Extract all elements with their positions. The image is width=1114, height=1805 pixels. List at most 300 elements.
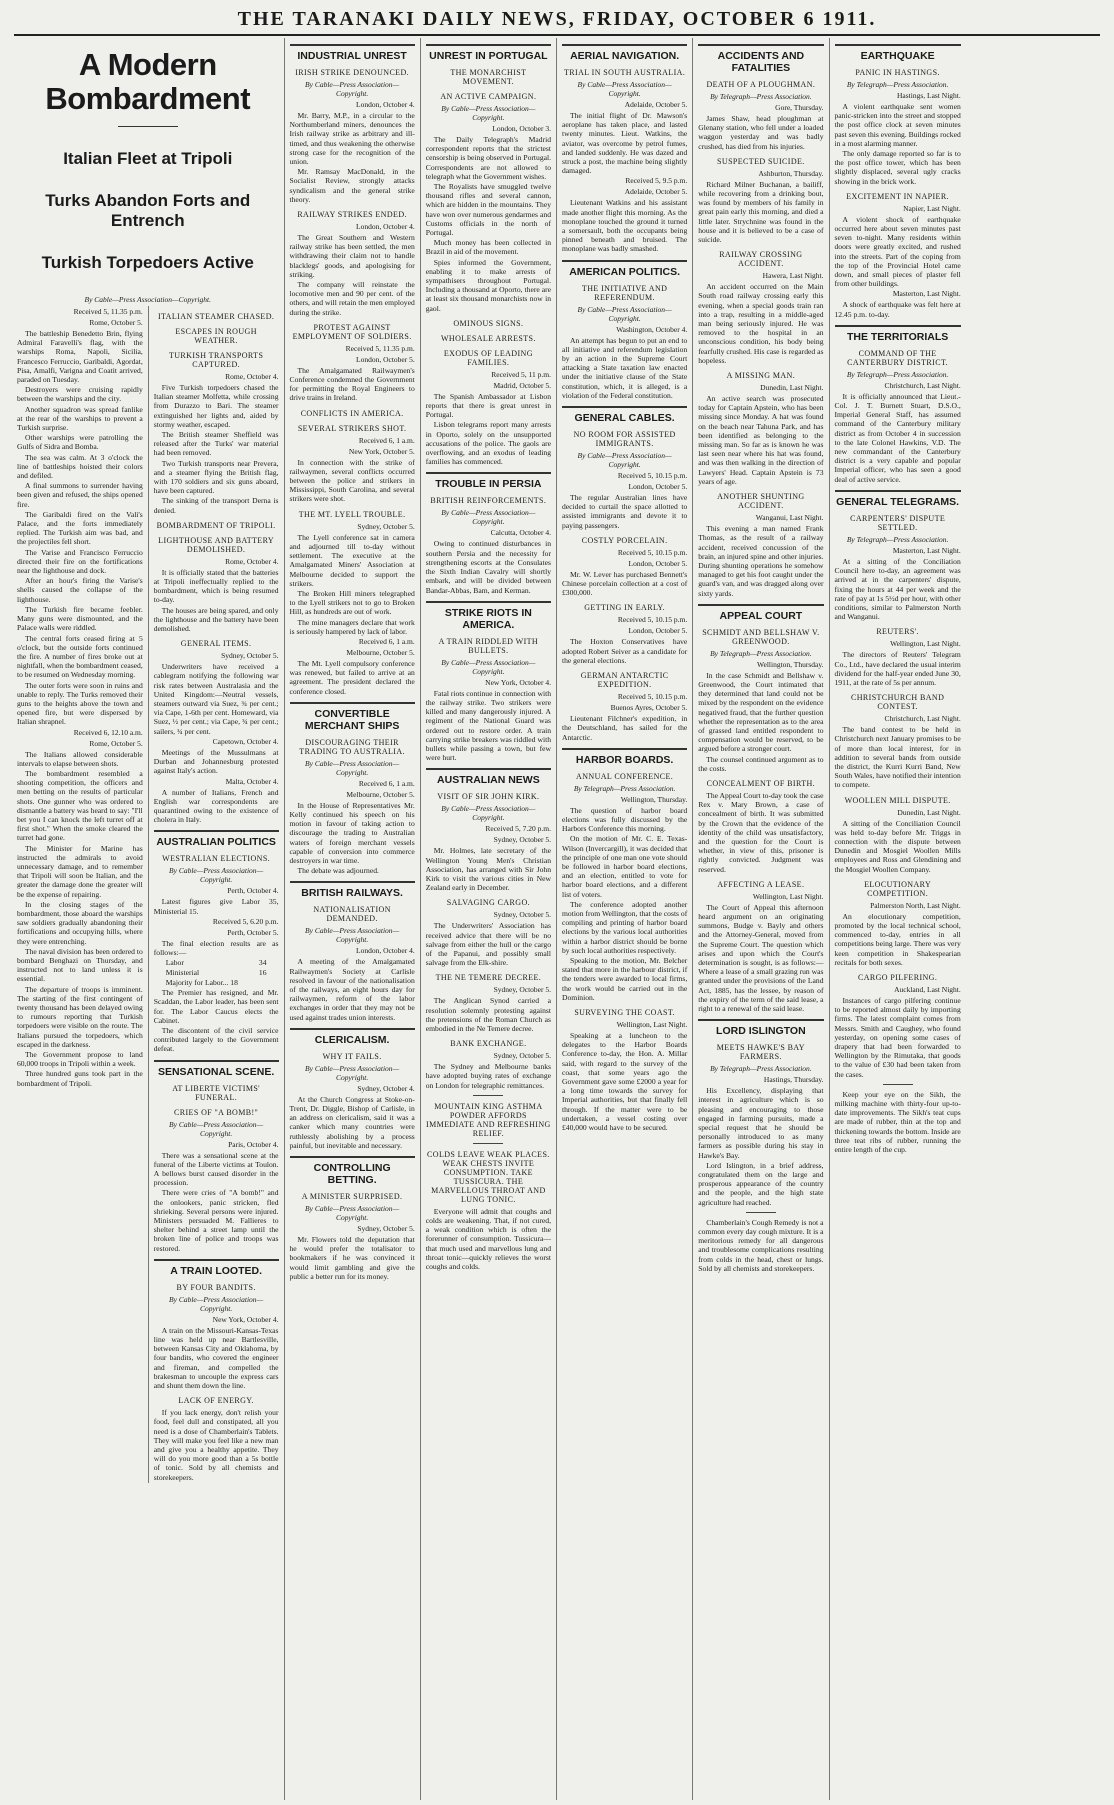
paragraph: The bombardment resembled a shooting competition, the officers and men betting on the results of particular shots. One gunner who was ordered to dismantle a battery was heard to say: "I'll bet you I can knock the left turret off at first shot." When the smoke cleared the turret had gone. xyxy=(17,768,143,843)
section-subhead: WHY IT FAILS. xyxy=(322,1051,382,1061)
section-subhead: COSTLY PORCELAIN. xyxy=(581,535,668,545)
received-line: Received 5, 7.20 p.m. xyxy=(485,824,551,834)
section-headline: SENSATIONAL SCENE. xyxy=(154,1060,279,1078)
paragraph: Speaking at a luncheon to the delegates to the Harbor Boards Conference to-day, the Hon. A. Millar said, with regard to the survey of the coast, that some years ago the Government gave some £2000 a year for a long time towards the survey for Imperial authorities, but that finally fell through. If the matter were to be undertaken, a vessel costing over £40,000 would have to be secured. xyxy=(562,1030,688,1132)
paragraph: The sea was calm. At 3 o'clock the line of battleships hoisted their colors and defiled. xyxy=(17,452,143,481)
place-line: Perth, October 4. xyxy=(227,886,279,896)
section-subhead: GENERAL ITEMS. xyxy=(180,639,252,649)
section-subhead: AFFECTING A LEASE. xyxy=(717,879,805,889)
section-subhead: THE MT. LYELL TROUBLE. xyxy=(298,509,406,519)
section-subhead: SALVAGING CARGO. xyxy=(446,898,531,908)
section-subhead: THE INITIATIVE AND REFERENDUM. xyxy=(581,283,668,302)
paragraph: The Royalists have smuggled twelve thousand rifles and several cannon, which are hidden in the mountains. They have won over numerous gendarmes and Customs officials in the north of Portugal. xyxy=(425,182,551,238)
paragraph: The Sydney and Melbourne banks have adopted buying rates of exchange on London for telegraphic remittances. xyxy=(425,1062,551,1090)
dateline: By Cable—Press Association—Copyright. xyxy=(577,451,672,470)
seat-count: 16 xyxy=(258,968,267,978)
dateline: By Cable—Press Association—Copyright. xyxy=(169,1119,264,1138)
section-subhead: RAILWAY STRIKES ENDED. xyxy=(297,210,407,220)
section-subhead: ESCAPES IN ROUGH WEATHER. xyxy=(175,327,257,345)
paragraph: An accident occurred on the Main South road railway crossing early this evening, when a special goods train ran into a trap, resulting in a middle-aged man being seriously injured. He was removed to the hospital in an unconscious condition, his body being fearfully crushed. His case is regarded as hopeless. xyxy=(698,282,824,365)
paragraph: The houses are being spared, and only the lighthouse and the battery have been demolished. xyxy=(153,605,279,634)
place-line: Washington, October 4. xyxy=(616,324,688,334)
place-line: Sydney, October 5. xyxy=(493,910,551,920)
section-subhead: A MISSING MAN. xyxy=(726,371,796,381)
section-headline: GENERAL TELEGRAMS. xyxy=(835,490,961,508)
place-line: Calcutta, October 4. xyxy=(490,528,551,538)
paragraph: The debate was adjourned. xyxy=(297,866,379,876)
dateline: By Cable—Press Association—Copyright. xyxy=(441,508,536,527)
received-line: Received 6, 1 a.m. xyxy=(358,778,415,788)
dateline: By Cable—Press Association—Copyright. xyxy=(577,304,672,323)
place-line: Hastings, Last Night. xyxy=(897,91,961,100)
section-subhead: CHRISTCHURCH BAND CONTEST. xyxy=(850,693,945,712)
place-line: Auckland, Last Night. xyxy=(894,984,961,994)
paragraph: At the Church Congress at Stoke-on-Trent, Dr. Diggle, Bishop of Carlisle, in an address on clericalism, said it was a canker which many countries were ruthlessly abolishing by a process painful, but inevitable and necessary. xyxy=(289,1094,415,1150)
section-subhead: THE MONARCHIST MOVEMENT. xyxy=(450,68,527,86)
paragraph: A final summons to surrender having been given and refused, the ships opened fire. xyxy=(17,481,143,509)
dateline: By Telegraph—Press Association. xyxy=(710,648,812,658)
section-subhead: IRISH STRIKE DENOUNCED. xyxy=(295,68,410,77)
section-subhead: BOMBARDMENT OF TRIPOLI. xyxy=(156,520,276,530)
result-row xyxy=(154,968,279,978)
paragraph: The initial flight of Dr. Mawson's aeroplane has taken place, and lasted twenty minutes. Lieut. Watkins, the aviator, was overcome by petrol fumes, and landed suddenly. He was dazed and struck a post, the machine being slightly damaged. xyxy=(562,111,688,176)
section-subhead: CONCEALMENT OF BIRTH. xyxy=(706,778,816,788)
dateline: By Telegraph—Press Association. xyxy=(846,534,949,544)
section-headline: ACCIDENTS AND FATALITIES xyxy=(698,44,823,74)
received-line: Received 5, 11.35 p.m. xyxy=(345,343,415,353)
dateline: By Cable—Press Association—Copyright. xyxy=(577,80,672,98)
section-subhead: SUSPECTED SUICIDE. xyxy=(717,156,805,166)
paragraph: The Broken Hill miners telegraphed to the Lyell strikers not to go to Broken Hill, as hundreds are out of work. xyxy=(289,588,415,617)
section-headline: LORD ISLINGTON xyxy=(698,1019,823,1037)
section-headline: THE TERRITORIALS xyxy=(835,325,961,343)
place-line: Wellington, Last Night. xyxy=(752,891,824,901)
section-headline: HARBOR BOARDS. xyxy=(562,748,687,766)
place-line: Sydney, October 5. xyxy=(357,521,415,531)
section-subhead: ELOCUTIONARY COMPETITION. xyxy=(864,879,932,898)
paragraph: A number of Italians, French and English war correspondents are quarantined owing to the existence of cholera in Italy. xyxy=(153,787,279,825)
paragraph: The Italians allowed considerable intervals to elapse between shots. xyxy=(17,749,143,768)
place-line: Gore, Thursday. xyxy=(775,103,824,112)
column-aerial xyxy=(557,38,693,1800)
section-subhead: EXODUS OF LEADING FAMILIES. xyxy=(443,348,533,367)
place-line: London, October 5. xyxy=(628,558,688,568)
paragraph: Lieutenant Filchner's expedition, in the Deutschland, has sailed for the Antarctic. xyxy=(562,714,688,742)
paragraph: Lord Islington, in a brief address, congratulated them on the large and prosperous appearance of the country and the people, and the high state agriculture had reached. xyxy=(698,1160,824,1207)
paragraph: The directors of Reuters' Telegram Co., Ltd., have declared the usual interim dividend for the half-year ended June 30, 1911, at the rate of 5s per annum. xyxy=(834,650,961,687)
place-line: Madrid, October 5. xyxy=(493,380,551,390)
dateline: By Cable—Press Association—Copyright. xyxy=(441,804,536,823)
place-line: New York, October 5. xyxy=(348,446,415,456)
section-headline: AUSTRALIAN NEWS xyxy=(426,768,551,786)
paragraph: Five Turkish torpedoers chased the Italian steamer Molfetta, while crossing from Durazzo to Bari. The steamer extinguished her lights and, aided by stormy weather, escaped. xyxy=(153,383,279,429)
section-headline: INDUSTRIAL UNREST xyxy=(290,44,415,62)
column-industrial xyxy=(285,38,421,1800)
divider xyxy=(746,1212,776,1213)
paragraph: The discontent of the civil service contributed largely to the Government defeat. xyxy=(153,1025,279,1054)
paragraph: Other warships were patrolling the Gulfs of Sidra and Bomba. xyxy=(17,433,143,452)
paragraph: The Mt. Lyell compulsory conference was renewed, but failed to arrive at an agreement. The president declared the conference closed. xyxy=(289,658,415,696)
divider xyxy=(473,1095,503,1096)
paragraph: A violent earthquake sent women panic-stricken into the street and stopped the post office clock at seven minutes past seven this evening. Buildings rocked in a most alarming manner. xyxy=(834,102,961,148)
paragraph: The outer forts were soon in ruins and unable to reply. The Turks removed their guns to the heights above the town and opened fire, but were dispersed by Italian shrapnel. xyxy=(17,680,143,727)
advert-text: Chamberlain's Cough Remedy is not a common every day cough mixture. It is a meritorious remedy for all dangerous and troublesome complications resulting from colds in the head, chest or lungs. Sold by all chemists and storekeepers. xyxy=(698,1217,824,1273)
section-subhead: MEETS HAWKE'S BAY FARMERS. xyxy=(716,1043,805,1062)
section-headline: APPEAL COURT xyxy=(698,604,823,622)
received-line: Received 5, 10.15 p.m. xyxy=(617,615,688,625)
paragraph: The Great Southern and Western railway strike has been settled, the men withdrawing their claim not to handle blacklegs' goods, and apologising for striking. xyxy=(289,233,415,279)
place-line: London, October 5. xyxy=(628,482,688,492)
result-row xyxy=(154,958,279,968)
dateline: By Cable—Press Association—Copyright. xyxy=(169,1294,264,1313)
place-line: Wellington, Last Night. xyxy=(616,1019,688,1029)
place-line: Wellington, Thursday. xyxy=(620,794,688,804)
place-line: Palmerston North, Last Night. xyxy=(870,900,961,910)
dateline: By Cable—Press Association—Copyright. xyxy=(305,1063,400,1082)
section-headline: AERIAL NAVIGATION. xyxy=(562,44,687,62)
section-subhead: CRIES OF "A BOMB!" xyxy=(174,1107,259,1117)
advert-headline: MOUNTAIN KING ASTHMA POWDER AFFORDS IMMEDIATE AND REFRESHING RELIEF. xyxy=(426,1101,551,1138)
paragraph: Instances of cargo pilfering continue to be reported almost daily by importing firms. The latest complaint comes from Messrs. Smith and Caughey, who found yesterday, on opening some cases of drapery that had been forwarded to Wellington by the Rimutaka, that goods to the value of £30 had been taken from the cases. xyxy=(834,995,961,1079)
section-subhead: GERMAN ANTARCTIC EXPEDITION. xyxy=(580,671,669,690)
section-subhead: DEATH OF A PLOUGHMAN. xyxy=(706,80,816,89)
place-line: Sydney, October 5. xyxy=(493,1051,551,1061)
dateline: By Cable—Press Association—Copyright. xyxy=(305,80,400,98)
place-line: London, October 3. xyxy=(492,124,551,133)
dateline: By Telegraph—Press Association. xyxy=(573,783,676,793)
paragraph: There were cries of "A bomb!" and the onlookers, panic stricken, fled shrieking. Several persons were injured. Ministers persuaded M. Fallieres to shelter behind a street lamp until the broken line of police and troops was restored. xyxy=(153,1188,279,1253)
dateline: By Cable—Press Association—Copyright. xyxy=(169,866,264,885)
paragraph: The only damage reported so far is to the post office tower, which has been slightly displaced, several ugly cracks showing in the brick work. xyxy=(834,149,961,186)
paragraph: Speaking to the motion, Mr. Belcher stated that more in the harbour district, if the tenders were awarded to local firms, the work would be carried out in the Dominion. xyxy=(562,955,688,1002)
place-line: London, October 4. xyxy=(356,100,415,109)
section-subhead: VISIT OF SIR JOHN KIRK. xyxy=(437,792,540,802)
paragraph: Mr. Ramsay MacDonald, in the Socialist Review, strongly attacks syndicalism and the general strike theory. xyxy=(289,167,415,204)
paragraph: Another squadron was spread fanlike at the rear of the warships to prevent a Turkish surprise. xyxy=(17,404,143,433)
majority-text: Majority for Labor... 18 xyxy=(165,978,238,988)
section-subhead: ANOTHER SHUNTING ACCIDENT. xyxy=(717,492,805,511)
advert-text: Keep your eye on the Sikh, the milking machine with thirty-four up-to-date improvements. The Sikh's teat cups are made of rubber, thin at the top and thickening towards the bottom. Inside are three teat ribs of rubber, running the entire length of the cup. xyxy=(834,1089,961,1155)
masthead-rule xyxy=(14,34,1100,36)
party-name: Ministerial xyxy=(165,968,200,978)
place-line: Buenos Ayres, October 5. xyxy=(610,703,688,713)
paragraph: It is officially announced that Lieut.-Col. J. T. Burnett Stuart, D.S.O., Imperial General Staff, has assumed command of the Canterbury military district as from October 4 in succession to the late Colonel Hawkins, V.D. The new commandant of the Canterbury district is a very capable and popular Imperial officer, who has seen a good deal of active service. xyxy=(834,391,961,484)
place-line: New York, October 4. xyxy=(212,1314,279,1324)
lead-headline: A Modern Bombardment xyxy=(45,47,251,116)
paragraph: Mr. W. Lever has purchased Bennett's Chinese porcelain collection at a cost of £300,000. xyxy=(562,569,688,598)
place-line: Hawera, Last Night. xyxy=(762,271,824,281)
paragraph: The Hoxton Conservatives have adopted Robert Seiver as a candidate for the general elections. xyxy=(562,637,688,665)
dateline: By Cable—Press Association—Copyright. xyxy=(305,926,400,945)
paragraph: Lieutenant Watkins and his assistant made another flight this morning. As the monoplane touched the ground it turned a somersault, both the occupants being pinned beneath and bruised. The monoplane was badly smashed. xyxy=(562,198,688,254)
advert-headline: LACK OF ENERGY. xyxy=(178,1396,254,1406)
paragraph: Richard Milner Buchanan, a bailiff, while recovering from a drinking bout, was found by members of his family in great pain early this morning, and died a little later. Strychnine was found in the house and it is believed to be a case of suicide. xyxy=(698,179,824,245)
section-headline: CONVERTIBLE MERCHANT SHIPS xyxy=(290,702,415,732)
section-headline: TROUBLE IN PERSIA xyxy=(426,472,551,490)
dateline: By Cable—Press Association—Copyright. xyxy=(441,104,536,122)
section-subhead: AN ACTIVE CAMPAIGN. xyxy=(440,92,537,101)
column-portugal xyxy=(421,38,557,1800)
section-headline: GENERAL CABLES. xyxy=(562,406,687,424)
paragraph: It is officially stated that the batteries at Tripoli ineffectually replied to the bombardment, which is being resumed to-day. xyxy=(153,567,279,605)
section-subhead: NATIONALISATION DEMANDED. xyxy=(313,905,391,924)
lead-column-right xyxy=(148,306,279,1483)
place-line: Masterton, Last Night. xyxy=(892,289,961,299)
place-line: Perth, October 5. xyxy=(227,927,279,937)
paragraph: The counsel continued argument as to the costs. xyxy=(698,754,824,773)
paragraph: This evening a man named Frank Thomas, as the result of a railway accident, received concussion of the brain, an injured spine and other injuries. During shunting operations he somehow managed to get his foot caught under the guard's van, and was dragged along over sixty yards. xyxy=(698,524,824,598)
paragraph: Much money has been collected in Brazil in aid of the movement. xyxy=(425,238,551,257)
place-line: Ashburton, Thursday. xyxy=(758,168,824,178)
place-line: Sydney, October 4. xyxy=(357,1083,415,1093)
masthead: THE TARANAKI DAILY NEWS, FRIDAY, OCTOBER 6 1911. xyxy=(237,8,877,30)
section-subhead: A MINISTER SURPRISED. xyxy=(301,1192,403,1201)
paragraph: The sinking of the transport Derna is denied. xyxy=(153,496,279,515)
place-line: Capetown, October 4. xyxy=(212,736,279,746)
paragraph: Underwriters have received a cablegram notifying the following war risk rates between Australasia and the United Kingdom:—Neutral vessels, steamers outward via Suez, ¾ per cent.; via Cape, 1-6th per cent. Homeward, via Suez, ½ per cent.; via Cape, ¾ per cent.; sailers, ¾ per cent. xyxy=(153,662,279,736)
place-line: Rome, October 4. xyxy=(225,556,279,566)
section-headline: A TRAIN LOOTED. xyxy=(154,1259,279,1277)
section-subhead: CARPENTERS' DISPUTE SETTLED. xyxy=(850,513,946,532)
place-line: New York, October 4. xyxy=(485,677,551,687)
paragraph: Lisbon telegrams report many arrests in Oporto, solely on the unsupported accusations of the police. The gaols are overflowing, and an exodus of leading families has commenced. xyxy=(425,420,551,467)
section-subhead: CARGO PILFERING. xyxy=(857,972,938,982)
paragraph: The naval division has been ordered to bombard Benghazi on Thursday, and instructed not to land unless it is essential. xyxy=(17,946,143,984)
place-line: London, October 5. xyxy=(356,354,415,364)
lead-subhead-2: Turks Abandon Forts and Entrench xyxy=(45,191,251,230)
paragraph: The final election results are as follows:— xyxy=(153,938,279,957)
section-headline: CLERICALISM. xyxy=(290,1028,415,1046)
section-subhead: SEVERAL STRIKERS SHOT. xyxy=(297,423,407,433)
place-line: Melbourne, October 5. xyxy=(346,789,415,799)
dateline: By Cable—Press Association—Copyright. xyxy=(305,758,400,777)
dateline: By Telegraph—Press Association. xyxy=(846,80,949,89)
section-subhead: SCHMIDT AND BELLSHAW V. GREENWOOD. xyxy=(702,627,820,646)
column-earthquake xyxy=(830,38,966,1800)
paragraph: A sitting of the Conciliation Council was held to-day before Mr. Triggs in connection with the dispute between Dunedin and Mosgiel Woollen Mills employees and Ross and Glendining and the Mosgiel Woollen Company. xyxy=(834,818,961,874)
paragraph: The band contest to be held in Christchurch next January promises to be of more than local interest, for in addition to several bands from outside the district, the Kurri Kurri Band, New South Wales, have notified their intention to compete. xyxy=(834,725,961,790)
place-line: Sydney, October 5. xyxy=(493,835,551,845)
place-line: Napier, Last Night. xyxy=(903,203,961,213)
paragraph: The Minister for Marine has instructed the admirals to avoid unnecessary damage, and to remember that Tripoli will soon be Italian, and the greater the damage done the greater will be the expense of repairing. xyxy=(17,843,143,899)
paragraph: James Shaw, head ploughman at Glenany station, who fell under a loaded waggon yesterday and was badly crushed, has died from his injuries. xyxy=(698,114,824,151)
lead-body xyxy=(17,306,279,1483)
place-line: Sydney, October 5. xyxy=(221,651,279,661)
paragraph: The Lyell conference sat in camera and adjourned till to-day without settlement. The executive at the Amalgamated Miners' Association at Melbourne decided to support the strikers. xyxy=(289,532,415,588)
section-subhead: SURVEYING THE COAST. xyxy=(574,1007,675,1017)
paragraph: The Government propose to land 60,000 troops in Tripoli within a week. xyxy=(17,1050,143,1069)
place-line: Christchurch, Last Night. xyxy=(884,714,961,724)
paragraph: Mr. Holmes, late secretary of the Wellington Young Men's Christian Association, has arranged with Sir John Kirk to visit the various cities in New Zealand early in December. xyxy=(425,846,551,893)
received-line: Received 6, 12.10 a.m. xyxy=(73,727,143,737)
section-subhead: OMINOUS SIGNS. xyxy=(453,318,524,328)
section-subhead: GETTING IN EARLY. xyxy=(584,603,665,613)
place-line: Dunedin, Last Night. xyxy=(897,807,961,817)
section-subhead: BRITISH REINFORCEMENTS. xyxy=(430,496,547,506)
dateline: By Cable—Press Association—Copyright. xyxy=(441,657,536,676)
section-headline: BRITISH RAILWAYS. xyxy=(290,881,415,899)
paragraph: Meetings of the Mussulmans at Durban and Johannesburg protested against Italy's action. xyxy=(153,747,279,776)
lead-story xyxy=(12,38,285,1800)
paragraph: Two Turkish transports near Prevera, and a steamer flying the British flag, with 170 soldiers and six guns aboard, have been captured. xyxy=(153,458,279,496)
place-line: Rome, October 4. xyxy=(225,372,279,381)
paragraph: The question of harbor board elections was fully discussed by the Harbors Conference this morning. xyxy=(562,805,688,834)
paragraph: The Court of Appeal this afternoon heard argument on an originating summons, Budge v. Bayly and others and the Attorney-General, moved from the Supreme Court. The question which arises and upon which the Court's determination is sought, is as follows:—Where a lease of a small grazing run was granted under the provisions of the Land Act, 1885, has the lessee, by reason of the expiry of the term of the said lease, a right to a renewal of the said lease. xyxy=(698,902,824,1014)
paragraph: A train on the Missouri-Kansas-Texas line was held up near Bartlesville, between Kansas City and Oklahoma, by four bandits, who covered the engineer and fireman, and compelled the brakesman to uncouple the express cars and shunt them down the line. xyxy=(153,1325,279,1390)
paragraph: Destroyers were cruising rapidly between the warships and the city. xyxy=(17,385,143,404)
section-headline: CONTROLLING BETTING. xyxy=(290,1156,415,1186)
place-line: Paris, October 4. xyxy=(228,1139,279,1149)
place-line: Dunedin, Last Night. xyxy=(760,383,824,393)
paragraph: The regular Australian lines have decided to curtail the space allotted to assisted immigrants and devote it to paying passengers. xyxy=(562,493,688,530)
paragraph: On the motion of Mr. C. E. Texas-Wilson (Invercargill), it was decided that the principle of one man one vote should be followed in harbor board elections, and an election, entitled to vote for harbor board elections, and a different list of voters. xyxy=(562,834,688,899)
paragraph: The Amalgamated Railwaymen's Conference condemned the Government for permitting the Royal Engineers to drive trains in Ireland. xyxy=(289,365,415,403)
received-line: Received 5, 10.15 p.m. xyxy=(617,547,688,557)
section-subhead: NO ROOM FOR ASSISTED IMMIGRANTS. xyxy=(573,430,676,449)
section-subhead: TURKISH TRANSPORTS CAPTURED. xyxy=(168,351,264,369)
section-subhead: PANIC IN HASTINGS. xyxy=(855,68,940,77)
dateline: By Telegraph—Press Association. xyxy=(846,369,949,379)
paragraph: In the case Schmidt and Bellshaw v. Greenwood, the Court intimated that they determined that land could not be mixed by the respondent on the evidence negatived fraud, that the further question whether the representation as to the area of grassed land entitled respondent to compensation would be reserved, to be argued before a stronger court. xyxy=(698,670,824,754)
paragraph: Spies informed the Government, enabling it to make arrests of sympathisers throughout Portugal. Including a thousand at Oporto, there are at least six thousand monarchists now in gaol. xyxy=(425,257,551,313)
place-line: Wellington, Last Night. xyxy=(890,639,961,649)
paragraph: The Underwriters' Association has received advice that there will be no salvage from either the hull or the cargo of the Papanui, and possibly small salvage from the Elk-shire. xyxy=(425,921,551,968)
section-subhead: BY FOUR BANDITS. xyxy=(176,1282,256,1292)
paragraph: There was a sensational scene at the funeral of the Liberte victims at Toulon. A bellows burst caused disorder in the procession. xyxy=(153,1150,279,1188)
paragraph: An elocutionary competition, promoted by the local technical school, commenced to-day, entries in all competitions being large. There was very keen competition in Shakespearian recitals for both sexes. xyxy=(834,911,961,967)
section-subhead: ANNUAL CONFERENCE. xyxy=(576,771,674,781)
received-line: Received 5, 11.35 p.m. xyxy=(73,307,143,316)
seat-count: 34 xyxy=(258,958,267,968)
section-subhead: WOOLLEN MILL DISPUTE. xyxy=(844,795,951,805)
place-line: Adelaide, October 5. xyxy=(624,100,688,109)
paragraph: Mr. Flowers told the deputation that he would prefer the totalisator to bookmakers if he was convinced it would limit gambling and give the public a better run for its money. xyxy=(289,1235,415,1281)
section-subhead: REUTERS'. xyxy=(876,627,919,637)
dateline: By Cable—Press Association—Copyright. xyxy=(305,1204,400,1222)
section-headline: UNREST IN PORTUGAL xyxy=(426,44,551,62)
place-line: London, October 4. xyxy=(356,222,415,232)
paragraph: An active search was prosecuted today for Captain Apstein, who has been missing since Monday. A hat was found on the beach near Tahuna Park, and has been identified as belonging to the missing man. So far as is known he was last seen near where his hat was found, and was then walking in the direction of Lawyers' Head. Captain Apstein is 73 years of age. xyxy=(698,394,824,486)
section-subhead: EXCITEMENT IN NAPIER. xyxy=(846,191,949,201)
lead-subhead-1: Italian Fleet at Tripoli xyxy=(63,149,233,168)
received-line: Received 5, 11 p.m. xyxy=(491,369,551,379)
advert-text: If you lack energy, don't relish your food, feel dull and constipated, all you need is a dose of Chamberlain's Tablets. They will make you feel like a new man and give you a healthy appetite. They will do you more good than a 5s bottle of tonic. Sold by all chemists and storekeepers. xyxy=(153,1408,279,1482)
paragraph: Mr. Barry, M.P., in a circular to the Northumberland miners, denounces the Irish railway strike as arbitrary and ill-timed, and thus weakening the otherwise strong case for the recognition of the union. xyxy=(289,111,415,167)
section-headline: AMERICAN POLITICS. xyxy=(562,260,687,278)
paragraph: The Varise and Francisco Ferruccio directed their fire on the fortifications near the lighthouse and dock. xyxy=(17,547,143,576)
paragraph: The Garibaldi fired on the Vali's Palace, and the forts immediately replied. The Turkish aim was bad, and the projectiles fell short. xyxy=(17,509,143,547)
section-subhead: PROTEST AGAINST EMPLOYMENT OF SOLDIERS. xyxy=(292,322,412,341)
place-line: London, October 5. xyxy=(628,626,688,636)
paragraph: The conference adopted another motion from Wellington, that the costs of compiling and printing of harbor board elections by the various local authorities within a harbor district should be borne by such local authorities respectively. xyxy=(562,899,688,955)
dateline: By Telegraph—Press Association. xyxy=(710,1064,812,1074)
section-subhead: THE NE TEMERE DECREE. xyxy=(435,973,542,983)
paragraph: The Turkish fire became feebler. Many guns were dismounted, and the Palace walls were riddled. xyxy=(17,604,143,633)
paragraph: Owing to continued disturbances in southern Persia and the necessity for strengthening escorts at the Consulates the Sixth Indian Cavalry will shortly embark, and will be divided between Bandar-Abbas, Bam, and Kerman. xyxy=(425,539,551,595)
section-subhead: AT LIBERTE VICTIMS' FUNERAL. xyxy=(172,1083,261,1102)
dateline: By Telegraph—Press Association. xyxy=(710,92,812,101)
paragraph: His Excellency, displaying that interest in agriculture which is so pleasing and encouraging to those engaged in farming pursuits, made a special request that he should be personally introduced to as many farmers as possible during his stay in Hawke's Bay. xyxy=(698,1086,824,1160)
place-line: Christchurch, Last Night. xyxy=(884,380,961,390)
received-line: Received 6, 1 a.m. xyxy=(358,435,415,445)
divider xyxy=(883,1084,913,1085)
place-line: Rome, October 5. xyxy=(89,738,143,748)
majority-row xyxy=(154,978,279,988)
lead-dateline: By Cable—Press Association—Copyright. xyxy=(84,295,211,304)
paragraph: A meeting of the Amalgamated Railwaymen's Society at Carlisle resolved in favour of the nationalisation of the railways, an eight hours day for railwaymen, reform of the labor exchanges in order that they may not be used against trades union interests. xyxy=(289,957,415,1022)
place-line: Melbourne, October 5. xyxy=(346,647,415,657)
received-line: Received 5, 9.5 p.m. xyxy=(625,176,688,186)
lead-subhead-3: Turkish Torpedoers Active xyxy=(41,253,254,272)
column-accidents xyxy=(693,38,829,1800)
place-line: Rome, October 5. xyxy=(89,318,143,327)
received-line: Received 5, 10.15 p.m. xyxy=(617,692,688,702)
place-line: Adelaide, October 5. xyxy=(624,187,688,197)
received-line: Received 5, 6.20 p.m. xyxy=(212,916,279,926)
section-headline: EARTHQUAKE xyxy=(835,44,961,62)
paragraph: A violent shock of earthquake occurred here about seven minutes past seven to-night. Many residents within doors were greatly excited, and rushed into the streets. Part of the coping from the top of the Provincial Hotel came down, and small pieces of plaster fell from other buildings. xyxy=(834,214,961,289)
party-name: Labor xyxy=(165,958,184,968)
paragraph: Latest figures give Labor 35, Ministerial 15. xyxy=(153,897,279,916)
paragraph: In the closing stages of the bombardment, those aboard the warships saw soldiers gradually abandoning their fortifications and occupying hills, where they were entrenching. xyxy=(17,899,143,946)
divider xyxy=(473,1143,503,1144)
received-line: Received 6, 1 a.m. xyxy=(358,636,415,646)
section-headline: STRIKE RIOTS IN AMERICA. xyxy=(426,601,551,631)
section-subhead: ITALIAN STEAMER CHASED. xyxy=(157,312,275,321)
section-subhead: COMMAND OF THE CANTERBURY DISTRICT. xyxy=(847,348,949,367)
paragraph: The company will reinstate the locomotive men and 90 per cent. of the others, and will retain the men employed during the strike. xyxy=(289,280,415,317)
place-line: Sydney, October 5. xyxy=(357,1224,415,1233)
paragraph: The departure of troops is imminent. The starting of the first contingent of twenty thousand has been delayed owing to rumours reporting that Turkish torpedoers were visible on the route. The Italians pursued the torpedoers, which escaped in the darkness. xyxy=(17,984,143,1049)
section-subhead: RAILWAY CROSSING ACCIDENT. xyxy=(719,250,803,269)
place-line: Wellington, Thursday. xyxy=(757,659,824,669)
place-line: Malta, October 4. xyxy=(225,776,279,786)
received-line: Received 5, 10.15 p.m. xyxy=(617,471,688,481)
section-subhead: CONFLICTS IN AMERICA. xyxy=(300,408,404,418)
lead-column-left xyxy=(17,306,148,1483)
paragraph: Three hundred guns took part in the bombardment of Tripoli. xyxy=(17,1069,143,1088)
place-line: Hastings, Thursday. xyxy=(763,1075,824,1085)
advert-text: Everyone will admit that coughs and colds are weakening. That, if not cured, a weak condition which is often the forerunner of consumption. Tussicura—that much used and marvellous lung and throat tonic—quickly relieves the worst coughs and colds. xyxy=(425,1206,551,1271)
place-line: Sydney, October 5. xyxy=(493,985,551,995)
paragraph: The Appeal Court to-day took the case Rex v. Mary Brown, a case of concealment of birth. It was submitted by the Crown that the evidence of the identity of the child was unsatisfactory, and the question for the Court is whether, in view of this, prisoner is rightly convicted. Judgment was reserved. xyxy=(698,790,824,874)
section-subhead: WHOLESALE ARRESTS. xyxy=(440,333,536,343)
paragraph: The battleship Benedetto Brin, flying Admiral Faravelli's flag, with the warships Roma, Napoli, Sicilia, Francesco Ferruccio, Garibaldi, Agordat, Pisa, Amalfi, Varigna and Coatit arrived, paraded on Tuesday. xyxy=(17,329,143,385)
paragraph: The mine managers declare that work is seriously hampered by lack of labor. xyxy=(289,617,415,636)
section-subhead: TRIAL IN SOUTH AUSTRALIA. xyxy=(563,68,686,77)
paragraph: After an hour's firing the Varise's shells caused the collapse of the lighthouse. xyxy=(17,576,143,604)
section-subhead: LIGHTHOUSE AND BATTERY DEMOLISHED. xyxy=(158,535,275,554)
section-headline: AUSTRALIAN POLITICS xyxy=(154,830,279,848)
paragraph: The central forts ceased firing at 5 o'clock, but the outside forts continued the fire. A number of fires broke out at nightfall, when the bombardment ceased, to be resumed on Wednesday morning. xyxy=(17,633,143,680)
place-line: Masterton, Last Night. xyxy=(892,545,961,555)
paragraph: The Spanish Ambassador at Lisbon reports that there is great unrest in Portugal. xyxy=(425,391,551,420)
paragraph: The Premier has resigned, and Mr. Scaddan, the Labor leader, has been sent for. The Labor Caucus elects the Cabinet. xyxy=(153,988,279,1025)
paragraph: In connection with the strike of railwaymen, several conflicts occurred between the police and strikers in Mississippi, South Carolina, and several strikers were shot. xyxy=(289,457,415,504)
columns xyxy=(12,38,1102,1800)
divider xyxy=(118,126,178,127)
section-subhead: DISCOURAGING THEIR TRADING TO AUSTRALIA. xyxy=(299,737,405,756)
paragraph: Fatal riots continue in connection with the railway strike. Two strikers were killed and many dangerously injured. A regiment of the National Guard was ordered out to restore order. A train carrying strike breakers was riddled with bullets while passing a town, but few were hurt. xyxy=(425,688,551,763)
section-subhead: A TRAIN RIDDLED WITH BULLETS. xyxy=(438,636,539,655)
paragraph: An attempt has begun to put an end to all initiative and referendum legislation by an action in the Supreme Court attacking a State taxation law enacted under the initiative clause of the State constitution, which, it is alleged, is a violation of the Federal constitution. xyxy=(562,335,688,400)
section-subhead: BANK EXCHANGE. xyxy=(450,1039,527,1049)
paragraph: At a sitting of the Conciliation Council here to-day, an agreement was arrived at in the carpenters' dispute, fixing the hours at 44 per week and the rate of pay at 1s 5½d per hour, with other conditions, similar to Palmerston North and Wanganui. xyxy=(834,556,961,622)
paragraph: The Daily Telegraph's Madrid correspondent reports that the strictest censorship is being observed in Portugal. Correspondents are not allowed to telegraph what the Government wishes. xyxy=(425,135,551,181)
paragraph: In the House of Representatives Mr. Kelly continued his speech on his motion in favour of taking action to discourage the trading to Australian waters of foreign merchant vessels capable of conversion into commerce destroyers in war time. xyxy=(289,800,415,865)
section-subhead: WESTRALIAN ELECTIONS. xyxy=(162,854,271,864)
paragraph: The British steamer Sheffield was released after the Turks' war material had been removed. xyxy=(153,430,279,458)
